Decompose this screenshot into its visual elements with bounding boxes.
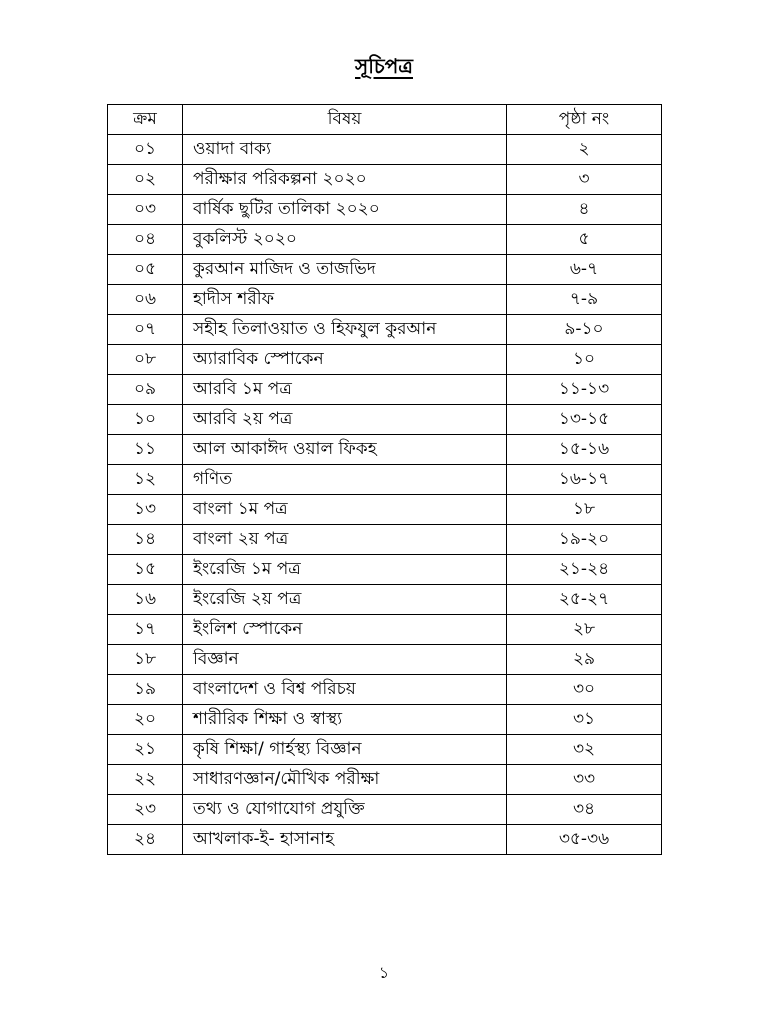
- row-serial: ২৩: [108, 795, 183, 825]
- row-serial: ০৫: [108, 255, 183, 285]
- row-page: ৫: [507, 225, 662, 255]
- row-page: ৯-১০: [507, 315, 662, 345]
- table-row: [108, 135, 662, 165]
- row-serial: ১২: [108, 465, 183, 495]
- row-subject: বিজ্ঞান: [183, 645, 507, 675]
- row-serial: ১৫: [108, 555, 183, 585]
- table-row: [108, 825, 662, 855]
- row-serial: ১৭: [108, 615, 183, 645]
- table-row: [108, 555, 662, 585]
- table-row: [108, 705, 662, 735]
- row-subject: ওয়াদা বাক্য: [183, 135, 507, 165]
- page-title: [0, 52, 768, 85]
- table-row: [108, 795, 662, 825]
- row-serial: ০৪: [108, 225, 183, 255]
- row-subject: বুকলিস্ট ২০২০: [183, 225, 507, 255]
- table-row: [108, 465, 662, 495]
- table-row: [108, 435, 662, 465]
- row-subject: ইংরেজি ১ম পত্র: [183, 555, 507, 585]
- table-row: [108, 495, 662, 525]
- row-subject: গণিত: [183, 465, 507, 495]
- row-serial: ০৯: [108, 375, 183, 405]
- row-serial: ২১: [108, 735, 183, 765]
- row-page: ৩৩: [507, 765, 662, 795]
- table-row: [108, 285, 662, 315]
- row-subject: ইংলিশ স্পোকেন: [183, 615, 507, 645]
- table-row: [108, 195, 662, 225]
- row-subject: আরবি ১ম পত্র: [183, 375, 507, 405]
- row-page: ২৫-২৭: [507, 585, 662, 615]
- row-subject: পরীক্ষার পরিকল্পনা ২০২০: [183, 165, 507, 195]
- row-page: ৭-৯: [507, 285, 662, 315]
- table-row: [108, 405, 662, 435]
- row-subject: বাংলাদেশ ও বিশ্ব পরিচয়: [183, 675, 507, 705]
- row-subject: কুরআন মাজিদ ও তাজভিদ: [183, 255, 507, 285]
- table-row: [108, 255, 662, 285]
- row-subject: বাংলা ২য় পত্র: [183, 525, 507, 555]
- row-serial: ১৩: [108, 495, 183, 525]
- header-subject: বিষয়: [183, 105, 507, 135]
- row-page: ৩৫-৩৬: [507, 825, 662, 855]
- table-row: [108, 225, 662, 255]
- table-row: [108, 345, 662, 375]
- row-serial: ১০: [108, 405, 183, 435]
- row-serial: ০৩: [108, 195, 183, 225]
- row-subject: সহীহ তিলাওয়াত ও হিফযুল কুরআন: [183, 315, 507, 345]
- row-subject: সাধারণজ্ঞান/মৌখিক পরীক্ষা: [183, 765, 507, 795]
- row-page: ১০: [507, 345, 662, 375]
- header-serial: ক্রম: [108, 105, 183, 135]
- table-row: [108, 375, 662, 405]
- table-row: [108, 315, 662, 345]
- row-page: ২: [507, 135, 662, 165]
- row-subject: হাদীস শরীফ: [183, 285, 507, 315]
- row-serial: ১৪: [108, 525, 183, 555]
- row-page: ১৯-২০: [507, 525, 662, 555]
- page-number: ১: [378, 963, 390, 982]
- row-page: ২৯: [507, 645, 662, 675]
- row-subject: আরবি ২য় পত্র: [183, 405, 507, 435]
- row-subject: বার্ষিক ছুটির তালিকা ২০২০: [183, 195, 507, 225]
- row-serial: ১১: [108, 435, 183, 465]
- row-page: ৩: [507, 165, 662, 195]
- row-page: ৩০: [507, 675, 662, 705]
- page-title-text: সূচিপত্র: [355, 54, 413, 78]
- row-page: ১৩-১৫: [507, 405, 662, 435]
- row-serial: ০৬: [108, 285, 183, 315]
- table-body: [108, 135, 662, 855]
- row-page: ৪: [507, 195, 662, 225]
- row-subject: আখলাক-ই- হাসানাহ: [183, 825, 507, 855]
- row-page: ১৮: [507, 495, 662, 525]
- table-row: [108, 525, 662, 555]
- row-subject: শারীরিক শিক্ষা ও স্বাস্থ্য: [183, 705, 507, 735]
- table-row: [108, 645, 662, 675]
- row-serial: ২২: [108, 765, 183, 795]
- row-subject: কৃষি শিক্ষা/ গার্হস্থ্য বিজ্ঞান: [183, 735, 507, 765]
- row-serial: ২০: [108, 705, 183, 735]
- row-page: ২৮: [507, 615, 662, 645]
- table-header-row: [108, 105, 662, 135]
- row-page: ২১-২৪: [507, 555, 662, 585]
- table-row: [108, 165, 662, 195]
- row-page: ১১-১৩: [507, 375, 662, 405]
- row-serial: ২৪: [108, 825, 183, 855]
- row-serial: ১৬: [108, 585, 183, 615]
- table-row: [108, 735, 662, 765]
- row-page: ৩১: [507, 705, 662, 735]
- row-subject: তথ্য ও যোগাযোগ প্রযুক্তি: [183, 795, 507, 825]
- row-serial: ০৭: [108, 315, 183, 345]
- table-row: [108, 585, 662, 615]
- row-page: ৩৪: [507, 795, 662, 825]
- table-of-contents: [107, 104, 662, 855]
- row-page: ৬-৭: [507, 255, 662, 285]
- row-serial: ১৯: [108, 675, 183, 705]
- row-serial: ০১: [108, 135, 183, 165]
- row-subject: বাংলা ১ম পত্র: [183, 495, 507, 525]
- row-serial: ১৮: [108, 645, 183, 675]
- row-page: ১৫-১৬: [507, 435, 662, 465]
- row-subject: অ্যারাবিক স্পোকেন: [183, 345, 507, 375]
- row-page: ১৬-১৭: [507, 465, 662, 495]
- row-page: ৩২: [507, 735, 662, 765]
- row-serial: ০৮: [108, 345, 183, 375]
- table-row: [108, 675, 662, 705]
- table-row: [108, 765, 662, 795]
- row-subject: ইংরেজি ২য় পত্র: [183, 585, 507, 615]
- row-serial: ০২: [108, 165, 183, 195]
- table-row: [108, 615, 662, 645]
- header-page: পৃষ্ঠা নং: [507, 105, 662, 135]
- row-subject: আল আকাঈদ ওয়াল ফিকহ: [183, 435, 507, 465]
